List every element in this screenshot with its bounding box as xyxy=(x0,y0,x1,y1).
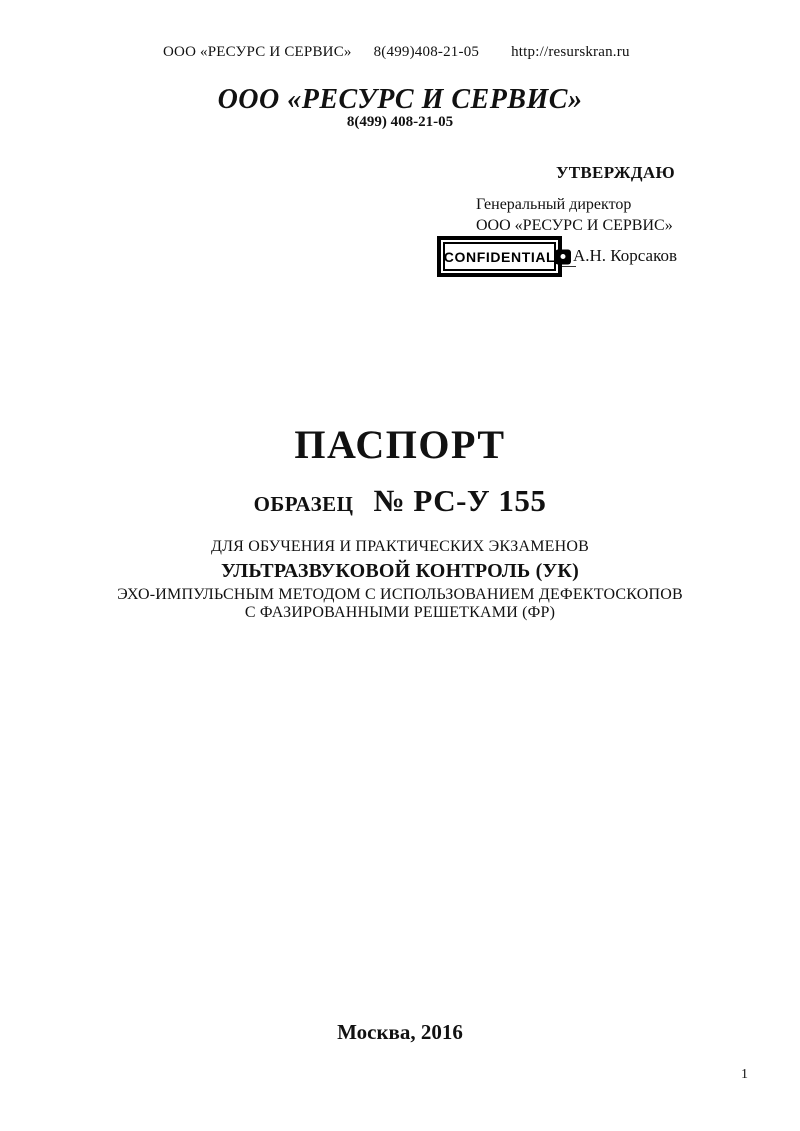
page-header-line xyxy=(163,44,630,61)
method-title: УЛЬТРАЗВУКОВОЙ КОНТРОЛЬ (УК) xyxy=(221,560,579,582)
page-number: 1 xyxy=(741,1067,748,1082)
confidential-stamp-text: CONFIDENTIAL xyxy=(443,242,556,271)
header-company: ООО «РЕСУРС И СЕРВИС» xyxy=(163,44,352,60)
masthead-phone: 8(499) 408-21-05 xyxy=(346,114,454,130)
city-year: Москва, 2016 xyxy=(337,1020,463,1044)
confidential-stamp xyxy=(437,236,562,277)
masthead-company-title: ООО «РЕСУРС И СЕРВИС» xyxy=(217,84,583,115)
sample-label: ОБРАЗЕЦ xyxy=(253,492,354,516)
header-website: http://resurskran.ru xyxy=(511,44,630,60)
header-phone: 8(499)408-21-05 xyxy=(373,44,480,60)
approval-director-company: ООО «РЕСУРС И СЕРВИС» xyxy=(476,217,673,234)
approval-label: УТВЕРЖДАЮ xyxy=(556,163,675,182)
sample-number: № РС-У 155 xyxy=(373,483,547,518)
purpose-line: ДЛЯ ОБУЧЕНИЯ И ПРАКТИЧЕСКИХ ЭКЗАМЕНОВ xyxy=(210,538,590,555)
approval-director-title: Генеральный директор xyxy=(476,196,632,213)
method-line3: С ФАЗИРОВАННЫМИ РЕШЕТКАМИ (ФР) xyxy=(244,604,556,621)
document-title: ПАСПОРТ xyxy=(294,422,506,467)
stamp-handle-icon xyxy=(555,249,571,264)
method-line2: ЭХО-ИМПУЛЬСНЫМ МЕТОДОМ С ИСПОЛЬЗОВАНИЕМ ДЕФЕКТОСКОПОВ xyxy=(117,586,683,603)
sample-line xyxy=(0,483,800,519)
signatory-name: А.Н. Корсаков xyxy=(573,246,678,265)
stamp-handle-dot xyxy=(561,254,566,259)
